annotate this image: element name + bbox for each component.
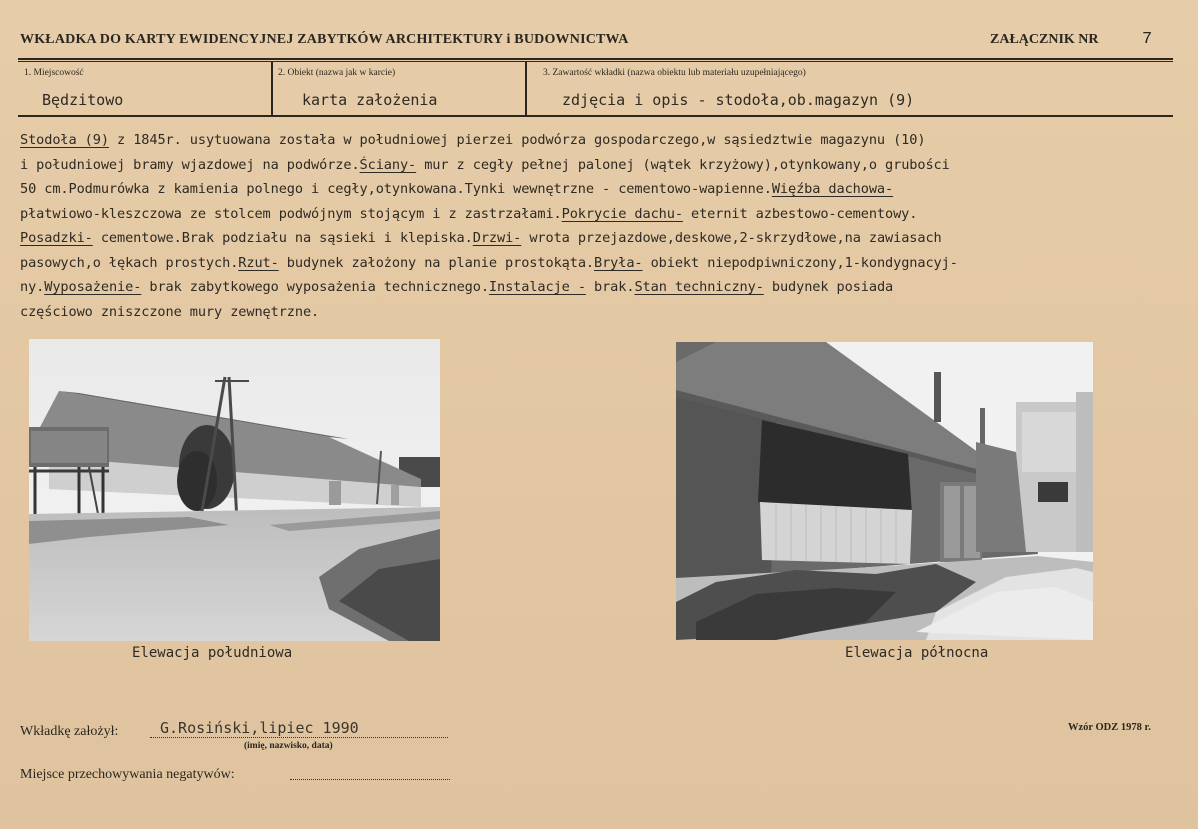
description-line: [20, 275, 1180, 300]
description-heading: Bryła-: [594, 254, 643, 271]
description-line: [20, 177, 1180, 202]
description-heading: Ściany-: [359, 156, 417, 173]
form-code: Wzór ODZ 1978 r.: [1068, 722, 1151, 733]
description-heading: Pokrycie dachu-: [561, 205, 683, 222]
description-heading: Wyposażenie-: [44, 279, 142, 295]
description-heading: Stan techniczny-: [634, 279, 764, 295]
header-rule-top: [18, 58, 1173, 60]
description-segment: brak.: [585, 279, 635, 295]
description-heading: Drzwi-: [472, 230, 522, 246]
photo-south-caption: Elewacja południowa: [132, 645, 293, 661]
description-line: [20, 300, 1180, 325]
description-heading: Instalacje -: [488, 279, 586, 295]
description-segment: z 1845r. usytuowana została w południowej pierzei podwórza gospodarczego,w sąsiedztwie magazynu (10): [108, 132, 926, 148]
fields-rule-bottom: [18, 115, 1173, 117]
author-value: G.Rosiński,lipiec 1990: [160, 719, 359, 737]
description-segment: pasowych,o łękach prostych.: [20, 254, 239, 271]
author-hint: (imię, nazwisko, data): [244, 741, 333, 751]
negatives-label: Miejsce przechowywania negatywów:: [20, 767, 235, 782]
description-segment: obiekt niepodpiwniczony,1-kondygnacyj-: [642, 254, 958, 271]
description-segment: 50 cm.Podmurówka z kamienia polnego i cegły,otynkowana.Tynki wewnętrzne - cementowo-wapienne.: [20, 181, 772, 197]
field-divider-1: [271, 61, 273, 115]
description-line: [20, 251, 1180, 276]
sheet-title: WKŁADKA DO KARTY EWIDENCYJNEJ ZABYTKÓW ARCHITEKTURY i BUDOWNICTWA: [20, 32, 629, 47]
photo-north-elevation: [676, 342, 1093, 640]
field-value-contents: zdjęcia i opis - stodoła,ob.magazyn (9): [562, 91, 915, 109]
description-line: [20, 226, 1180, 251]
field-label-object: 2. Obiekt (nazwa jak w karcie): [278, 68, 396, 78]
description-segment: częściowo zniszczone mury zewnętrzne.: [20, 303, 320, 320]
field-value-object: karta założenia: [302, 91, 438, 109]
description-segment: budynek założony na planie prostokąta.: [278, 254, 594, 271]
negatives-dotline: [290, 779, 450, 780]
description-line: [20, 202, 1180, 227]
author-label: Wkładkę założył:: [20, 724, 119, 739]
field-label-contents: 3. Zawartość wkładki (nazwa obiektu lub materiału uzupełniającego): [543, 68, 806, 78]
description-text: [20, 128, 1180, 324]
description-line: [20, 153, 1180, 178]
description-segment: wrota przejazdowe,deskowe,2-skrzydłowe,na zawiasach: [521, 230, 942, 246]
description-segment: płatwiowo-kleszczowa ze stolcem podwójnym stojącym i z zastrzałami.: [20, 205, 562, 222]
author-dotline: [150, 737, 448, 738]
annex-label: ZAŁĄCZNIK NR: [990, 32, 1099, 47]
field-divider-2: [525, 61, 527, 115]
description-segment: i południowej bramy wjazdowej na podwórze.: [20, 156, 360, 173]
description-heading: Stodoła (9): [20, 132, 109, 148]
description-segment: brak zabytkowego wyposażenia technicznego.: [141, 279, 489, 295]
description-heading: Więźba dachowa-: [771, 181, 894, 197]
description-segment: ny.: [20, 279, 45, 295]
field-label-locality: 1. Miejscowość: [24, 68, 84, 78]
description-segment: cementowe.Brak podziału na sąsieki i klepiska.: [92, 230, 473, 246]
description-line: [20, 128, 1180, 153]
description-segment: budynek posiada: [763, 279, 894, 295]
description-heading: Posadzki-: [20, 230, 93, 246]
description-heading: Rzut-: [238, 254, 279, 271]
photo-south-elevation: [29, 339, 440, 641]
header-rule-thin: [18, 61, 1173, 62]
description-segment: mur z cegły pełnej palonej (wątek krzyżowy),otynkowany,o grubości: [416, 156, 950, 173]
photo-north-caption: Elewacja północna: [845, 645, 989, 661]
field-value-locality: Będzitowo: [42, 91, 124, 109]
description-segment: eternit azbestowo-cementowy.: [682, 205, 918, 222]
annex-number: 7: [1142, 30, 1153, 49]
